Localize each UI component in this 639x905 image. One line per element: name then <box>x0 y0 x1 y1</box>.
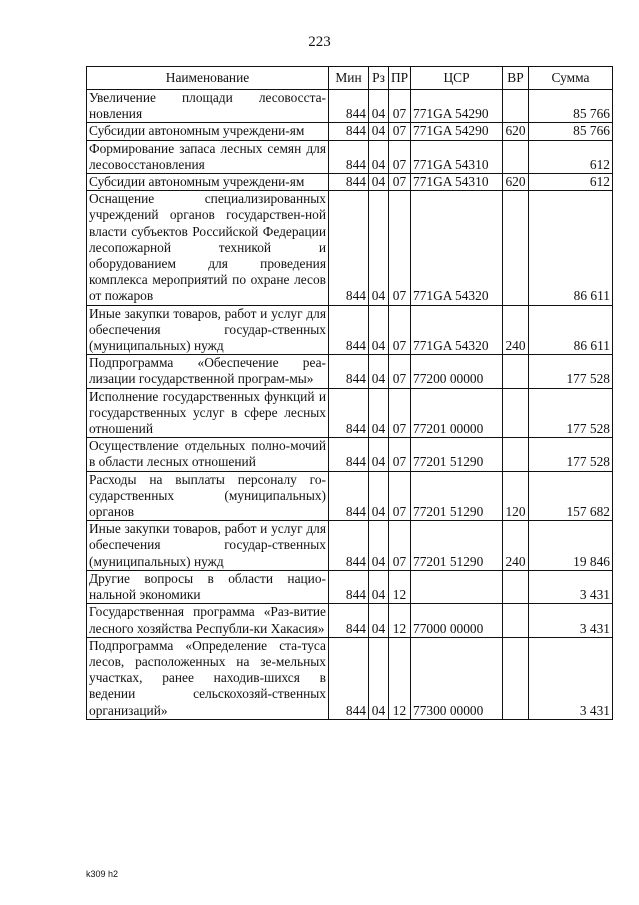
row-pr: 12 <box>389 604 411 637</box>
row-sum: 86 611 <box>529 191 613 305</box>
row-min: 844 <box>329 355 369 388</box>
row-csr <box>411 570 503 603</box>
table-row <box>87 438 613 471</box>
row-name: Формирование запаса лесных семян для лесовосстановления <box>87 140 329 173</box>
row-pr: 07 <box>389 90 411 123</box>
table-row <box>87 604 613 637</box>
row-name: Оснащение специализированных учреждений органов государствен-ной власти субъектов Российской Федерации лесопожарной техникой и оборудованием для проведения комплекса мероприятий по охране лесов от пожаров <box>87 191 329 305</box>
table-row <box>87 388 613 438</box>
row-name: Субсидии автономным учреждени-ям <box>87 174 329 191</box>
row-min: 844 <box>329 140 369 173</box>
header-rz: Рз <box>369 67 389 90</box>
row-csr: 771GA 54320 <box>411 305 503 355</box>
row-name: Увеличение площади лесовосста-новления <box>87 90 329 123</box>
row-name: Расходы на выплаты персоналу го-сударственных (муниципальных) органов <box>87 471 329 521</box>
row-rz: 04 <box>369 570 389 603</box>
row-csr: 771GA 54320 <box>411 191 503 305</box>
row-min: 844 <box>329 637 369 719</box>
row-rz: 04 <box>369 604 389 637</box>
row-name: Иные закупки товаров, работ и услуг для обеспечения государ-ственных (муниципальных) нужд <box>87 521 329 571</box>
row-min: 844 <box>329 123 369 140</box>
table-row <box>87 90 613 123</box>
row-min: 844 <box>329 90 369 123</box>
row-vr <box>503 637 529 719</box>
row-vr: 120 <box>503 471 529 521</box>
table-row <box>87 123 613 140</box>
row-pr: 07 <box>389 305 411 355</box>
row-min: 844 <box>329 604 369 637</box>
row-min: 844 <box>329 570 369 603</box>
row-vr <box>503 90 529 123</box>
row-vr <box>503 191 529 305</box>
row-pr: 07 <box>389 123 411 140</box>
row-sum: 85 766 <box>529 123 613 140</box>
row-min: 844 <box>329 521 369 571</box>
row-sum: 85 766 <box>529 90 613 123</box>
page-number: 223 <box>308 34 331 50</box>
row-sum: 177 528 <box>529 438 613 471</box>
row-min: 844 <box>329 471 369 521</box>
row-name: Субсидии автономным учреждени-ям <box>87 123 329 140</box>
table-row <box>87 471 613 521</box>
row-sum: 177 528 <box>529 355 613 388</box>
row-sum: 86 611 <box>529 305 613 355</box>
row-vr <box>503 570 529 603</box>
row-min: 844 <box>329 174 369 191</box>
row-rz: 04 <box>369 438 389 471</box>
row-rz: 04 <box>369 471 389 521</box>
row-pr: 07 <box>389 355 411 388</box>
row-sum: 3 431 <box>529 637 613 719</box>
row-vr <box>503 604 529 637</box>
row-sum: 157 682 <box>529 471 613 521</box>
row-csr: 77300 00000 <box>411 637 503 719</box>
row-rz: 04 <box>369 521 389 571</box>
row-pr: 12 <box>389 570 411 603</box>
row-rz: 04 <box>369 123 389 140</box>
table-row <box>87 570 613 603</box>
row-rz: 04 <box>369 388 389 438</box>
table-header-row <box>87 67 613 90</box>
header-pr: ПР <box>389 67 411 90</box>
row-csr: 77201 51290 <box>411 471 503 521</box>
row-pr: 07 <box>389 521 411 571</box>
row-sum: 177 528 <box>529 388 613 438</box>
budget-table <box>86 66 613 720</box>
row-sum: 612 <box>529 174 613 191</box>
row-name: Другие вопросы в области нацио-нальной экономики <box>87 570 329 603</box>
row-sum: 19 846 <box>529 521 613 571</box>
row-name: Государственная программа «Раз-витие лесного хозяйства Республи-ки Хакасия» <box>87 604 329 637</box>
row-rz: 04 <box>369 191 389 305</box>
table-row <box>87 174 613 191</box>
document-code: k309 h2 <box>86 869 119 879</box>
row-pr: 07 <box>389 191 411 305</box>
row-sum: 3 431 <box>529 604 613 637</box>
row-pr: 12 <box>389 637 411 719</box>
row-name: Осуществление отдельных полно-мочий в области лесных отношений <box>87 438 329 471</box>
row-pr: 07 <box>389 388 411 438</box>
row-csr: 77201 51290 <box>411 521 503 571</box>
row-sum: 612 <box>529 140 613 173</box>
table-row <box>87 521 613 571</box>
header-vr: ВР <box>503 67 529 90</box>
row-vr <box>503 388 529 438</box>
row-csr: 771GA 54310 <box>411 174 503 191</box>
row-sum: 3 431 <box>529 570 613 603</box>
row-csr: 77201 51290 <box>411 438 503 471</box>
row-name: Подпрограмма «Определение ста-туса лесов, расположенных на зе-мельных участках, ранее находив-шихся в ведении сельскохозяй-ственных организаций» <box>87 637 329 719</box>
row-min: 844 <box>329 305 369 355</box>
header-name: Наименование <box>87 67 329 90</box>
row-min: 844 <box>329 191 369 305</box>
header-csr: ЦСР <box>411 67 503 90</box>
row-min: 844 <box>329 388 369 438</box>
row-rz: 04 <box>369 637 389 719</box>
row-min: 844 <box>329 438 369 471</box>
row-vr: 620 <box>503 123 529 140</box>
row-csr: 77000 00000 <box>411 604 503 637</box>
row-vr: 240 <box>503 305 529 355</box>
row-pr: 07 <box>389 174 411 191</box>
row-rz: 04 <box>369 305 389 355</box>
row-pr: 07 <box>389 438 411 471</box>
row-pr: 07 <box>389 471 411 521</box>
row-csr: 771GA 54310 <box>411 140 503 173</box>
row-vr: 240 <box>503 521 529 571</box>
table-row <box>87 637 613 719</box>
table-row <box>87 355 613 388</box>
row-rz: 04 <box>369 355 389 388</box>
row-pr: 07 <box>389 140 411 173</box>
header-min: Мин <box>329 67 369 90</box>
row-vr <box>503 140 529 173</box>
row-rz: 04 <box>369 140 389 173</box>
row-vr <box>503 438 529 471</box>
row-csr: 771GA 54290 <box>411 90 503 123</box>
row-name: Иные закупки товаров, работ и услуг для обеспечения государ-ственных (муниципальных) нужд <box>87 305 329 355</box>
table-row <box>87 140 613 173</box>
row-rz: 04 <box>369 90 389 123</box>
row-csr: 771GA 54290 <box>411 123 503 140</box>
row-vr <box>503 355 529 388</box>
table-row <box>87 305 613 355</box>
row-vr: 620 <box>503 174 529 191</box>
row-name: Исполнение государственных функций и государственных услуг в сфере лесных отношений <box>87 388 329 438</box>
row-name: Подпрограмма «Обеспечение реа-лизации государственной програм-мы» <box>87 355 329 388</box>
row-csr: 77200 00000 <box>411 355 503 388</box>
header-sum: Сумма <box>529 67 613 90</box>
row-rz: 04 <box>369 174 389 191</box>
table-row <box>87 191 613 305</box>
row-csr: 77201 00000 <box>411 388 503 438</box>
